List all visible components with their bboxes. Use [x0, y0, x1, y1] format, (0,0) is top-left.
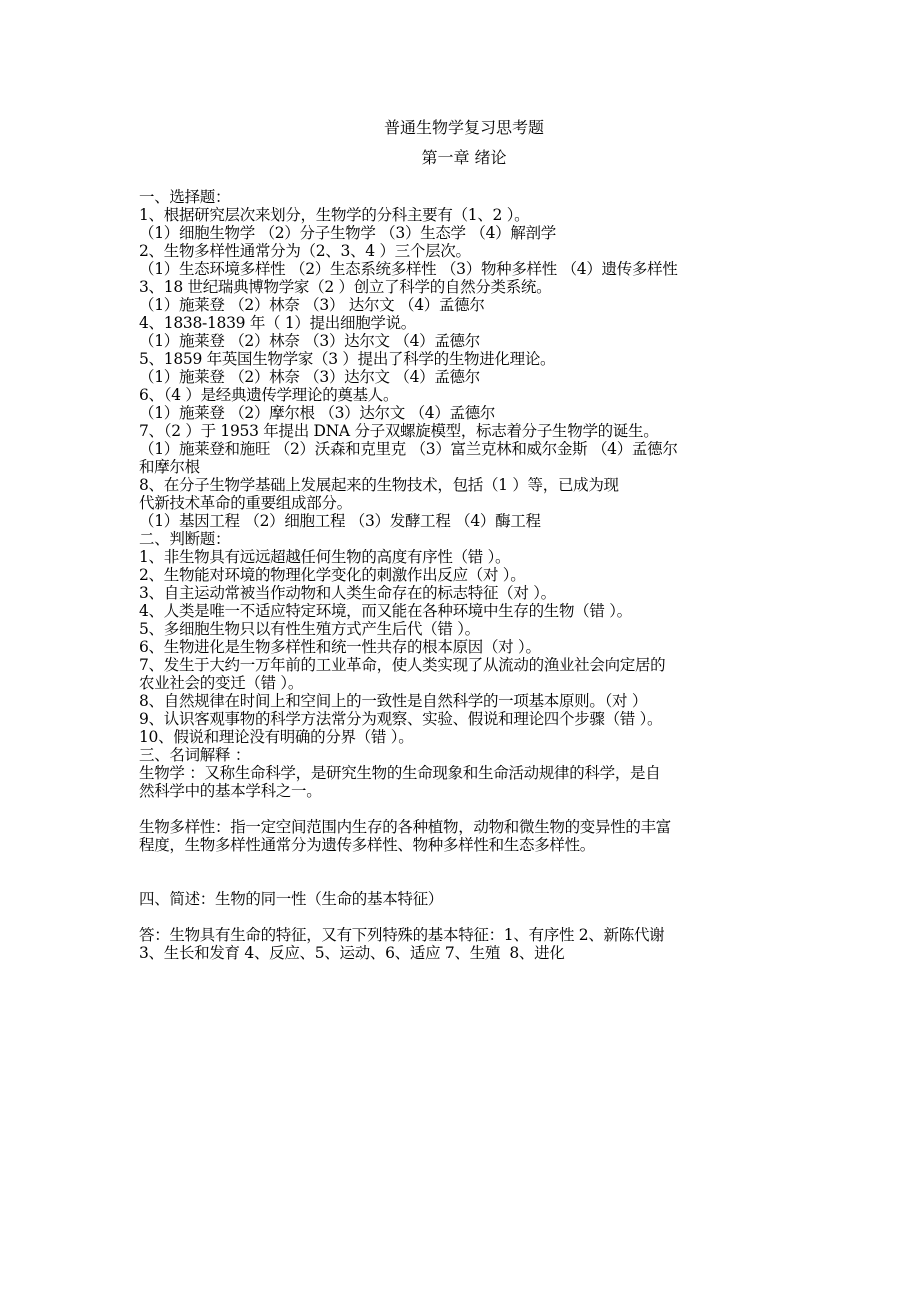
judgment-item: 10、假说和理论没有明确的分界（错 ）。	[139, 728, 414, 746]
section-heading: 一、选择题：	[139, 188, 231, 206]
section-definitions	[139, 746, 789, 854]
question: 6、（4 ）是经典遗传学理论的奠基人。	[139, 386, 399, 404]
spacer	[139, 908, 789, 926]
answer-line: 答：生物具有生命的特征，又有下列特殊的基本特征：1、有序性 2、新陈代谢	[139, 926, 665, 944]
spacer	[139, 854, 789, 890]
judgment-item: 2、生物能对环境的物理化学变化的刺激作出反应（对 ）。	[139, 566, 526, 584]
judgment-item: 5、多细胞生物只以有性生殖方式产生后代（错 ）。	[139, 620, 480, 638]
question: 4、1838-1839 年（ 1）提出细胞学说。	[139, 314, 417, 332]
question: 1、根据研究层次来划分，生物学的分科主要有（1、2 ）。	[139, 206, 530, 224]
question: 8、在分子生物学基础上发展起来的生物技术，包括（1 ）等，已成为现	[139, 476, 619, 494]
judgment-item: 1、非生物具有远远超越任何生物的高度有序性（错 ）。	[139, 548, 511, 566]
definition-line: 生物多样性：指一定空间范围内生存的各种植物，动物和微生物的变异性的丰富	[139, 818, 672, 836]
judgment-item: 4、人类是唯一不适应特定环境，而又能在各种环境中生存的生物（错 ）。	[139, 602, 632, 620]
judgment-item: 7、发生于大约一万年前的工业革命，使人类实现了从流动的渔业社会向定居的	[139, 656, 666, 674]
spacer	[139, 800, 789, 818]
question-options-cont: 和摩尔根	[139, 458, 200, 476]
chapter-title: 第一章 绪论	[421, 148, 507, 167]
question-options: （1）施莱登和施旺 （2）沃森和克里克 （3）富兰克林和威尔金斯 （4）孟德尔	[139, 440, 678, 458]
section-short-answer	[139, 890, 789, 962]
definition-line: 然科学中的基本学科之一。	[139, 782, 322, 800]
question-options: （1）施莱登 （2）林奈 （3） 达尔文 （4）孟德尔	[139, 296, 485, 314]
question: 7、（2 ）于 1953 年提出 DNA 分子双螺旋模型，标志着分子生物学的诞生。	[139, 422, 659, 440]
document-body	[139, 188, 789, 962]
question-options: （1）施莱登 （2）林奈 （3）达尔文 （4）孟德尔	[139, 332, 480, 350]
judgment-item: 9、认识客观事物的科学方法常分为观察、实验、假说和理论四个步骤（错 ）。	[139, 710, 663, 728]
question: 5、1859 年英国生物学家（3 ）提出了科学的生物进化理论。	[139, 350, 556, 368]
definition-line: 生物学 ：又称生命科学，是研究生物的生命现象和生命活动规律的科学，是自	[139, 764, 661, 782]
section-heading: 三、名词解释 ：	[139, 746, 251, 764]
section-true-false	[139, 530, 789, 746]
answer-line: 3、生长和发育 4、反应、5、运动、6、适应 7、生殖 8、进化	[139, 944, 565, 962]
judgment-item: 6、生物进化是生物多样性和统一性共存的根本原因（对 ）。	[139, 638, 541, 656]
question-cont: 代新技术革命的重要组成部分。	[139, 494, 352, 512]
section-heading: 二、判断题：	[139, 530, 231, 548]
judgment-item: 8、自然规律在时间上和空间上的一致性是自然科学的一项基本原则。（对 ）	[139, 692, 648, 710]
question: 3、18 世纪瑞典博物学家（2 ）创立了科学的自然分类系统。	[139, 278, 552, 296]
question-options: （1）基因工程 （2）细胞工程 （3）发酵工程 （4）酶工程	[139, 512, 541, 530]
question-options: （1）施莱登 （2）摩尔根 （3）达尔文 （4）孟德尔	[139, 404, 496, 422]
question-options: （1）细胞生物学 （2）分子生物学 （3）生态学 （4）解剖学	[139, 224, 556, 242]
section-multiple-choice	[139, 188, 789, 530]
section-heading: 四、简述：生物的同一性（生命的基本特征）	[139, 890, 444, 908]
question-options: （1）生态环境多样性 （2）生态系统多样性 （3）物种多样性 （4）遗传多样性	[139, 260, 678, 278]
definition-line: 程度，生物多样性通常分为遗传多样性、物种多样性和生态多样性。	[139, 836, 596, 854]
judgment-item: 3、自主运动常被当作动物和人类生命存在的标志特征（对 ）。	[139, 584, 556, 602]
question: 2、生物多样性通常分为（2、3、4 ）三个层次。	[139, 242, 471, 260]
question-options: （1）施莱登 （2）林奈 （3）达尔文 （4）孟德尔	[139, 368, 480, 386]
document-title: 普通生物学复习思考题	[383, 118, 544, 137]
judgment-item-cont: 农业社会的变迁（错 ）。	[139, 674, 304, 692]
